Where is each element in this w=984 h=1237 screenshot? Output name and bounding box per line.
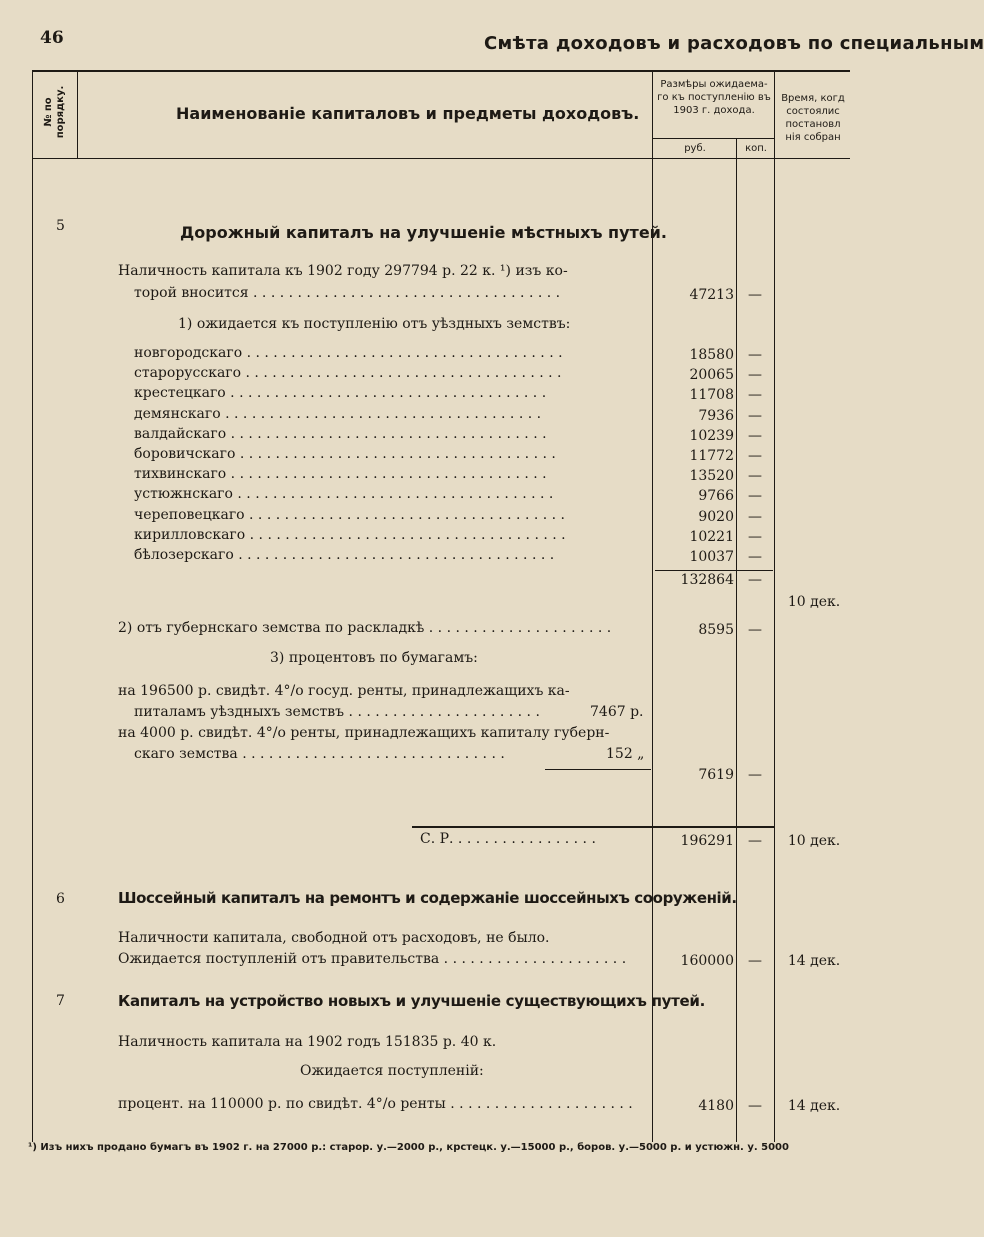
- s5-item3b-label: скаго земства: [134, 746, 238, 762]
- s5-subtotal3-kop: —: [748, 767, 762, 783]
- s6-line2: Ожидается поступленій отъ правительства . . . . . . . . . . . . . . . . . . . . .: [118, 951, 627, 967]
- district-row: череповецкаго . . . . . . . . . . . . . . . . . . . . . . . . . . . . . . . . . . . .: [134, 507, 565, 523]
- s5-item2: 2) отъ губернскаго земства по раскладкѣ . . . . . . . . . . . . . . . . . . . . .: [118, 620, 612, 636]
- district-kop: —: [748, 408, 762, 424]
- s5-item3a-label: питаламъ уѣздныхъ земствъ: [134, 704, 345, 720]
- s5-sub3: 3) процентовъ по бумагамъ:: [270, 650, 478, 666]
- header-col-name: Наименованіе капиталовъ и предметы доходовъ.: [176, 104, 640, 123]
- district-name: череповецкаго: [134, 507, 245, 523]
- s5-total-label: С. Р.: [420, 831, 454, 847]
- s5-subtotal1-kop: —: [748, 572, 762, 588]
- col-line-left: [32, 70, 33, 1142]
- s5-item3-rule: [545, 769, 651, 770]
- district-kop: —: [748, 347, 762, 363]
- s5-subtotal3: 7619: [698, 767, 734, 783]
- district-amount: 11772: [689, 448, 734, 464]
- col-line-rub: [736, 138, 737, 1142]
- s5-intro-label: торой вносится: [134, 285, 249, 301]
- district-amount: 9020: [698, 509, 734, 525]
- s5-sub1: 1) ожидается къ поступленію отъ уѣздныхъ земствъ:: [178, 316, 571, 332]
- s5-item2-label: 2) отъ губернскаго земства по раскладкѣ: [118, 620, 425, 636]
- district-kop: —: [748, 387, 762, 403]
- district-amount: 10221: [689, 529, 734, 545]
- district-kop: —: [748, 549, 762, 565]
- district-kop: —: [748, 529, 762, 545]
- s5-item3b-value: 152 „: [606, 746, 645, 762]
- district-amount: 13520: [689, 468, 734, 484]
- s7-date: 14 дек.: [787, 1098, 841, 1114]
- s7-line2: процент. на 110000 р. по свидѣт. 4°/о ренты . . . . . . . . . . . . . . . . . . . . .: [118, 1096, 633, 1112]
- header-col-kop: коп.: [745, 143, 767, 154]
- district-name: новгородскаго: [134, 345, 243, 361]
- s5-total: С. Р. . . . . . . . . . . . . . . . .: [420, 831, 596, 847]
- s5-item3a-line2: питаламъ уѣздныхъ земствъ . . . . . . . . . . . . . . . . . . . . . .: [134, 704, 540, 720]
- section-title-6: Шоссейный капиталъ на ремонтъ и содержаніе шоссейныхъ сооруженій.: [118, 889, 737, 907]
- header-bottom-rule: [32, 158, 850, 159]
- s5-date1: 10 дек.: [787, 594, 841, 610]
- district-name: демянскаго: [134, 406, 221, 422]
- s5-total-amount: 196291: [680, 833, 734, 849]
- col-line-kop: [774, 70, 775, 1142]
- s5-total-kop: —: [748, 833, 762, 849]
- s5-item2-amount: 8595: [698, 622, 734, 638]
- s6-line2-label: Ожидается поступленій отъ правительства: [118, 951, 440, 967]
- district-row: валдайскаго . . . . . . . . . . . . . . . . . . . . . . . . . . . . . . . . . . . .: [134, 426, 547, 442]
- section-number-6: 6: [56, 891, 65, 907]
- district-name: крестецкаго: [134, 385, 226, 401]
- header-col-amount: Размѣры ожидаема-го къ поступленію въ 1903 г. дохода.: [657, 79, 771, 116]
- s5-total-date: 10 дек.: [787, 833, 841, 849]
- district-name: валдайскаго: [134, 426, 227, 442]
- s6-date: 14 дек.: [787, 953, 841, 969]
- district-kop: —: [748, 488, 762, 504]
- section-number-5: 5: [56, 218, 65, 234]
- district-amount: 10239: [689, 428, 734, 444]
- s6-line1: Наличности капитала, свободной отъ расходовъ, не было.: [118, 930, 550, 946]
- s5-subtotal1: 132864: [680, 572, 734, 588]
- s5-intro-line1: Наличность капитала къ 1902 году 297794 р. 22 к. ¹) изъ ко-: [118, 263, 568, 279]
- district-row: демянскаго . . . . . . . . . . . . . . . . . . . . . . . . . . . . . . . . . . . .: [134, 406, 542, 422]
- district-row: боровичскаго . . . . . . . . . . . . . . . . . . . . . . . . . . . . . . . . . . . .: [134, 446, 556, 462]
- district-name: бѣлозерскаго: [134, 547, 234, 563]
- district-kop: —: [748, 448, 762, 464]
- s5-intro-kop: —: [748, 287, 762, 303]
- district-amount: 10037: [689, 549, 734, 565]
- district-name: устюжнскаго: [134, 486, 233, 502]
- col-line-no: [77, 70, 78, 158]
- district-row: бѣлозерскаго . . . . . . . . . . . . . . . . . . . . . . . . . . . . . . . . . . . .: [134, 547, 555, 563]
- district-amount: 7936: [698, 408, 734, 424]
- rub-kop-rule: [652, 138, 774, 139]
- s7-kop: —: [748, 1098, 762, 1114]
- district-row: тихвинскаго . . . . . . . . . . . . . . . . . . . . . . . . . . . . . . . . . . . .: [134, 466, 547, 482]
- district-row: старорусскаго . . . . . . . . . . . . . . . . . . . . . . . . . . . . . . . . . . . .: [134, 365, 562, 381]
- s5-intro-line2: торой вносится . . . . . . . . . . . . . . . . . . . . . . . . . . . . . . . . . . .: [134, 285, 561, 301]
- s5-item3b-line2: скаго земства . . . . . . . . . . . . . . . . . . . . . . . . . . . . . .: [134, 746, 505, 762]
- header-col-rub: руб.: [684, 143, 706, 154]
- district-amount: 9766: [698, 488, 734, 504]
- header-col-time: Время, когд состоялис постановл нія собран: [781, 93, 845, 143]
- s5-item2-kop: —: [748, 622, 762, 638]
- district-name: боровичскаго: [134, 446, 236, 462]
- s7-amount: 4180: [698, 1098, 734, 1114]
- district-name: старорусскаго: [134, 365, 242, 381]
- s6-kop: —: [748, 953, 762, 969]
- s5-item3a-value: 7467 р.: [590, 704, 644, 720]
- s5-total-rule: [412, 826, 774, 828]
- s5-intro-amount: 47213: [689, 287, 734, 303]
- section-number-7: 7: [56, 993, 65, 1009]
- district-name: кирилловскаго: [134, 527, 246, 543]
- running-title: Смѣта доходовъ и расходовъ по специальным: [484, 33, 984, 54]
- s6-amount: 160000: [680, 953, 734, 969]
- s7-line1: Наличность капитала на 1902 годъ 151835 р. 40 к.: [118, 1034, 497, 1050]
- s5-item3b-line1: на 4000 р. свидѣт. 4°/о ренты, принадлежащихъ капиталу губерн-: [118, 725, 610, 741]
- page-number: 46: [40, 28, 64, 48]
- district-name: тихвинскаго: [134, 466, 227, 482]
- s5-subtotal1-rule: [655, 570, 773, 571]
- district-kop: —: [748, 509, 762, 525]
- district-amount: 20065: [689, 367, 734, 383]
- footnote: ¹) Изъ нихъ продано бумагъ въ 1902 г. на 27000 р.: старор. у.—2000 р., крстецк. у.—15000 р., боров. у.—5000 р. и устюжн. у. 5000: [28, 1142, 789, 1153]
- district-kop: —: [748, 367, 762, 383]
- table-top-rule: [32, 70, 850, 72]
- district-kop: —: [748, 468, 762, 484]
- section-title-5: Дорожный капиталъ на улучшеніе мѣстныхъ путей.: [180, 223, 667, 242]
- district-amount: 11708: [689, 387, 734, 403]
- s7-sub: Ожидается поступленій:: [300, 1063, 484, 1079]
- district-row: кирилловскаго . . . . . . . . . . . . . . . . . . . . . . . . . . . . . . . . . . . .: [134, 527, 566, 543]
- s5-item3a-line1: на 196500 р. свидѣт. 4°/о госуд. ренты, принадлежащихъ ка-: [118, 683, 570, 699]
- district-row: крестецкаго . . . . . . . . . . . . . . . . . . . . . . . . . . . . . . . . . . . .: [134, 385, 547, 401]
- district-kop: —: [748, 428, 762, 444]
- header-col-no: № по порядку.: [43, 85, 66, 139]
- district-row: устюжнскаго . . . . . . . . . . . . . . . . . . . . . . . . . . . . . . . . . . . .: [134, 486, 554, 502]
- section-title-7: Капиталъ на устройство новыхъ и улучшеніе существующихъ путей.: [118, 992, 705, 1010]
- district-amount: 18580: [689, 347, 734, 363]
- s7-line2-label: процент. на 110000 р. по свидѣт. 4°/о ренты: [118, 1096, 446, 1112]
- district-row: новгородскаго . . . . . . . . . . . . . . . . . . . . . . . . . . . . . . . . . . . .: [134, 345, 563, 361]
